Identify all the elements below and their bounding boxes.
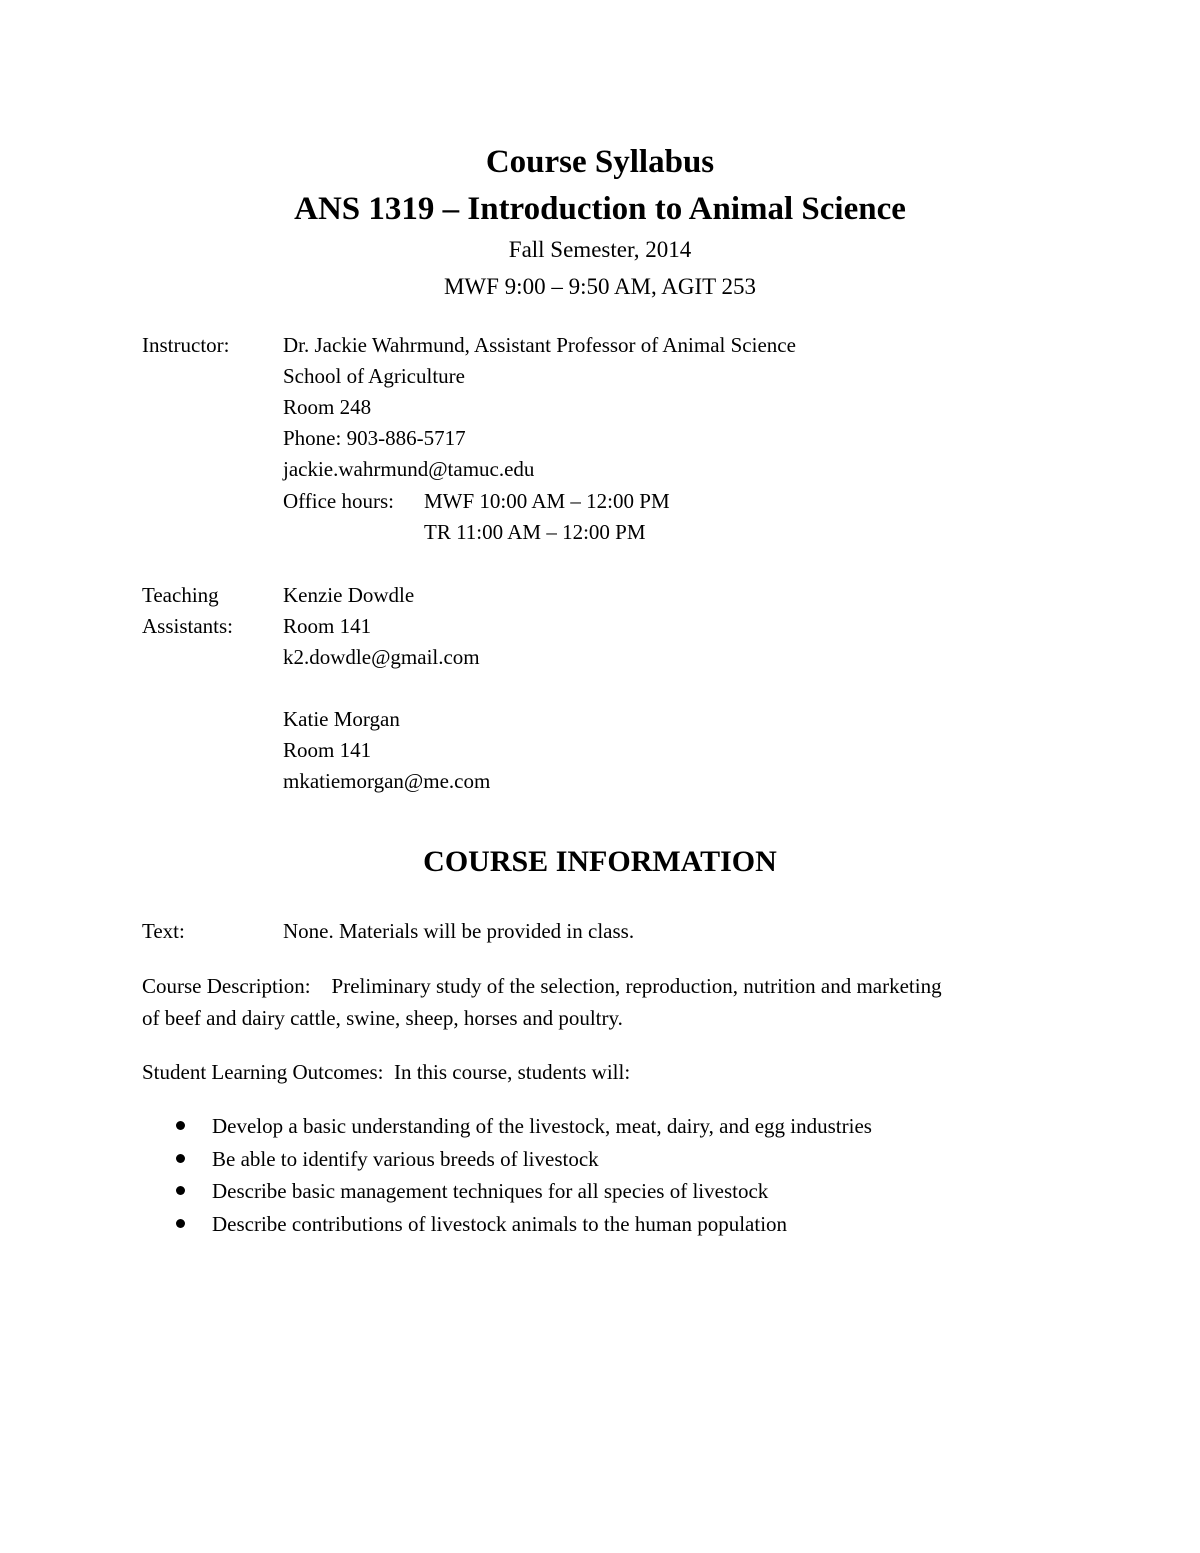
instructor-email: jackie.wahrmund@tamuc.edu (283, 457, 535, 481)
outcome-text: Describe basic management techniques for all species of livestock (212, 1179, 769, 1203)
semester-line: Fall Semester, 2014 (508, 237, 692, 262)
course-title: ANS 1319 – Introduction to Animal Science (294, 191, 906, 227)
assistants-label-line2: Assistants: (142, 614, 234, 638)
text-value: None. Materials will be provided in class. (283, 919, 635, 943)
outcomes-list (172, 1110, 872, 1240)
instructor-label: Instructor: (142, 333, 230, 357)
list-item (172, 1143, 872, 1176)
office-hours-label: Office hours: (283, 489, 394, 513)
instructor-school: School of Agriculture (283, 364, 465, 388)
section-heading: COURSE INFORMATION (423, 845, 777, 878)
bullet-icon (176, 1154, 185, 1163)
course-description-line2: of beef and dairy cattle, swine, sheep, horses and poultry. (142, 1006, 623, 1030)
bullet-icon (176, 1219, 185, 1228)
office-hours-mwf: MWF 10:00 AM – 12:00 PM (424, 489, 670, 513)
assistant-room: Room 141 (283, 738, 372, 762)
text-label: Text: (142, 919, 185, 943)
outcome-text: Develop a basic understanding of the livestock, meat, dairy, and egg industries (212, 1114, 872, 1138)
instructor-name: Dr. Jackie Wahrmund, Assistant Professor of Animal Science (283, 333, 796, 357)
document-title: Course Syllabus (485, 144, 715, 180)
assistant-name: Katie Morgan (283, 707, 400, 731)
assistant-email: mkatiemorgan@me.com (283, 769, 491, 793)
assistant-name: Kenzie Dowdle (283, 583, 415, 607)
list-item (172, 1208, 872, 1241)
outcome-text: Describe contributions of livestock animals to the human population (212, 1211, 788, 1236)
assistants-label-line1: Teaching (142, 583, 219, 607)
list-item (172, 1110, 872, 1143)
list-item (172, 1175, 872, 1208)
assistant-email: k2.dowdle@gmail.com (283, 645, 480, 669)
office-hours-tr: TR 11:00 AM – 12:00 PM (424, 520, 646, 544)
bullet-icon (176, 1121, 185, 1130)
instructor-phone: Phone: 903-886-5717 (283, 426, 466, 450)
instructor-room: Room 248 (283, 395, 372, 419)
outcomes-intro: Student Learning Outcomes: In this course, students will: (142, 1060, 631, 1084)
course-description-line1: Course Description: Preliminary study of the selection, reproduction, nutrition and marketing (142, 974, 942, 998)
outcome-text: Be able to identify various breeds of livestock (212, 1146, 599, 1171)
assistant-room: Room 141 (283, 614, 372, 638)
schedule-line: MWF 9:00 – 9:50 AM, AGIT 253 (443, 274, 757, 299)
bullet-icon (176, 1186, 185, 1195)
